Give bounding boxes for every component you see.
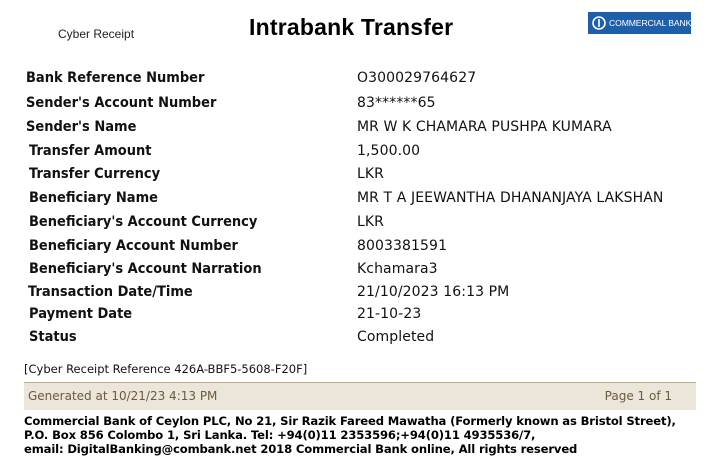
footer-bar (24, 382, 696, 410)
detail-label: Transaction Date/Time (28, 284, 193, 300)
detail-value: MR W K CHAMARA PUSHPA KUMARA (357, 119, 612, 135)
page-number: Page 1 of 1 (604, 389, 672, 403)
detail-value: 1,500.00 (357, 143, 421, 159)
detail-value: Kchamara3 (357, 261, 438, 277)
detail-label: Beneficiary's Account Narration (29, 261, 262, 277)
page-title: Intrabank Transfer (249, 14, 454, 40)
detail-label: Sender's Account Number (26, 95, 217, 111)
detail-value: 8003381591 (357, 238, 448, 254)
detail-value: 83******65 (357, 95, 436, 111)
detail-label: Sender's Name (26, 119, 137, 135)
detail-label: Beneficiary's Account Currency (29, 214, 258, 230)
detail-label: Payment Date (29, 306, 133, 322)
address-line: P.O. Box 856 Colombo 1, Sri Lanka. Tel: +94(0)11 2353596;+94(0)11 4935536/7, (24, 428, 536, 442)
detail-value: 21-10-23 (357, 306, 422, 322)
detail-label: Status (29, 329, 77, 345)
generated-timestamp: Generated at 10/21/23 4:13 PM (28, 389, 218, 403)
receipt-reference: [Cyber Receipt Reference 426A-BBF5-5608-F20F] (24, 362, 308, 376)
detail-label: Bank Reference Number (26, 70, 205, 86)
address-line: email: DigitalBanking@combank.net 2018 Commercial Bank online, All rights reserved (24, 442, 578, 456)
detail-value: O300029764627 (357, 70, 477, 86)
bank-address (24, 414, 676, 456)
detail-value: LKR (357, 166, 385, 182)
cyber-receipt-label: Cyber Receipt (58, 27, 135, 41)
detail-label: Beneficiary Name (29, 190, 158, 206)
detail-label: Beneficiary Account Number (29, 238, 238, 254)
detail-value: 21/10/2023 16:13 PM (357, 284, 510, 300)
detail-value: LKR (357, 214, 385, 230)
bank-logo-text: COMMERCIAL BANK (609, 18, 692, 28)
bank-logo (588, 12, 691, 34)
detail-value: MR T A JEEWANTHA DHANANJAYA LAKSHAN (357, 190, 664, 206)
address-line: Commercial Bank of Ceylon PLC, No 21, Sir Razik Fareed Mawatha (Formerly known as Bristol Street), (24, 414, 676, 428)
detail-label: Transfer Amount (29, 143, 152, 159)
bank-logo-icon (592, 16, 606, 30)
detail-label: Transfer Currency (29, 166, 161, 182)
detail-value: Completed (357, 329, 435, 345)
